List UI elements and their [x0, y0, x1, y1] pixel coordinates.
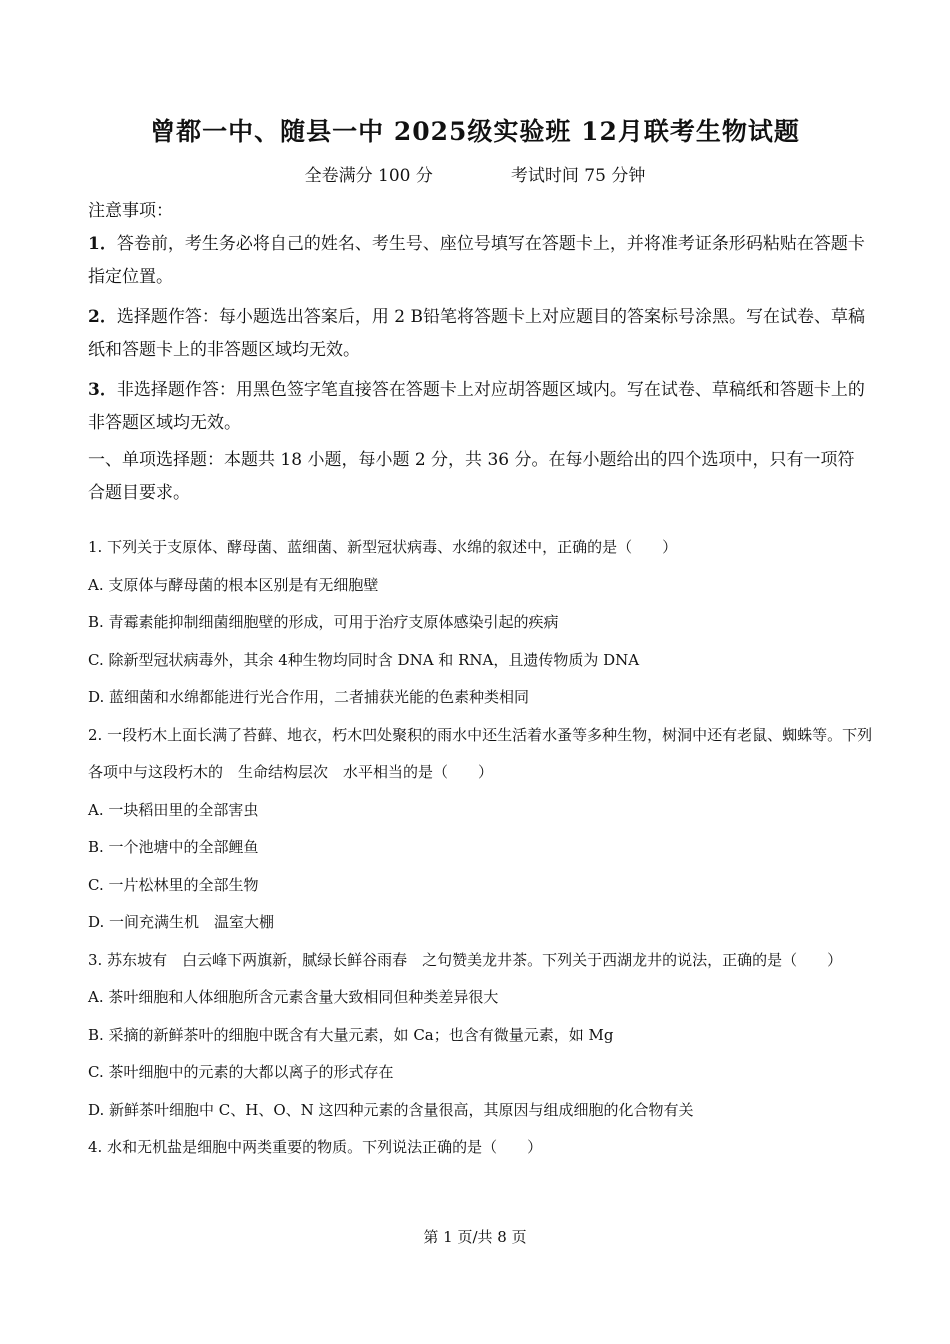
question-1-option: A. 支原体与酵母菌的根本区别是有无细胞壁 [88, 575, 379, 594]
exam-title: 曾都一中、随县一中 2025级实验班 12月联考生物试题 [150, 117, 800, 146]
question-1-option: B. 青霉素能抑制细菌细胞壁的形成，可用于治疗支原体感染引起的疾病 [88, 613, 559, 631]
question-1-option: C. 除新型冠状病毒外，其余 4种生物均同时含 DNA 和 RNA，且遗传物质为 DNA [88, 650, 640, 669]
question-3-stem: 3. 苏东坡有 白云峰下两旗新，腻绿长鲜谷雨春 之句赞美龙井茶。下列关于西湖龙井的说法，正确的是（ ） [88, 950, 843, 969]
notice-item-2: 2．选择题作答：每小题选出答案后，用 2 B铅笔将答题卡上对应题目的答案标号涂黑。写在试卷、草稿纸和答题卡上的非答题区域均无效。 [88, 307, 865, 360]
exam-subtitle [0, 161, 950, 186]
question-3-option: D. 新鲜茶叶细胞中 C、H、O、N 这四种元素的含量很高，其原因与组成细胞的化合物有关 [88, 1100, 694, 1119]
question-3-option: C. 茶叶细胞中的元素的大都以离子的形式存在 [88, 1063, 394, 1081]
question-2-option: C. 一片松林里的全部生物 [88, 875, 259, 894]
question-2-stem: 2. 一段朽木上面长满了苔藓、地衣，朽木凹处聚积的雨水中还生活着水蚤等多种生物，树洞中还有老鼠、蜘蛛等。下列各项中与这段朽木的 生命结构层次 水平相当的是（ ） [88, 725, 873, 781]
question-1-option: D. 蓝细菌和水绵都能进行光合作用，二者捕获光能的色素种类相同 [88, 688, 530, 706]
question-2-option: B. 一个池塘中的全部鲤鱼 [88, 838, 259, 856]
page-number: 第 1 页/共 8 页 [423, 1228, 527, 1246]
question-2-option: D. 一间充满生机 温室大棚 [88, 913, 275, 931]
questions-block [88, 529, 878, 1167]
total-score: 全卷满分 100 分 [304, 166, 433, 186]
notice-item-1: 1．答卷前，考生务必将自己的姓名、考生号、座位号填写在答题卡上，并将准考证条形码粘贴在答题卡指定位置。 [88, 234, 865, 287]
exam-time: 考试时间 75 分钟 [510, 166, 646, 186]
question-2-option: A. 一块稻田里的全部害虫 [88, 800, 259, 819]
notice-block [88, 195, 870, 510]
question-1-stem: 1. 下列关于支原体、酵母菌、蓝细菌、新型冠状病毒、水绵的叙述中，正确的是（ ） [88, 538, 678, 556]
question-3-option: B. 采摘的新鲜茶叶的细胞中既含有大量元素，如 Ca；也含有微量元素，如 Mg [88, 1025, 614, 1044]
notice-heading: 注意事项： [88, 201, 173, 221]
section-heading: 一、单项选择题：本题共 18 小题，每小题 2 分，共 36 分。在每小题给出的四个选项中，只有一项符合题目要求。 [88, 450, 855, 503]
question-3-option: A. 茶叶细胞和人体细胞所含元素含量大致相同但种类差异很大 [88, 988, 499, 1006]
notice-item-3: 3．非选择题作答：用黑色签字笔直接答在答题卡上对应胡答题区域内。写在试卷、草稿纸和答题卡上的非答题区域均无效。 [88, 380, 865, 433]
question-4-stem: 4. 水和无机盐是细胞中两类重要的物质。下列说法正确的是（ ） [88, 1138, 543, 1156]
